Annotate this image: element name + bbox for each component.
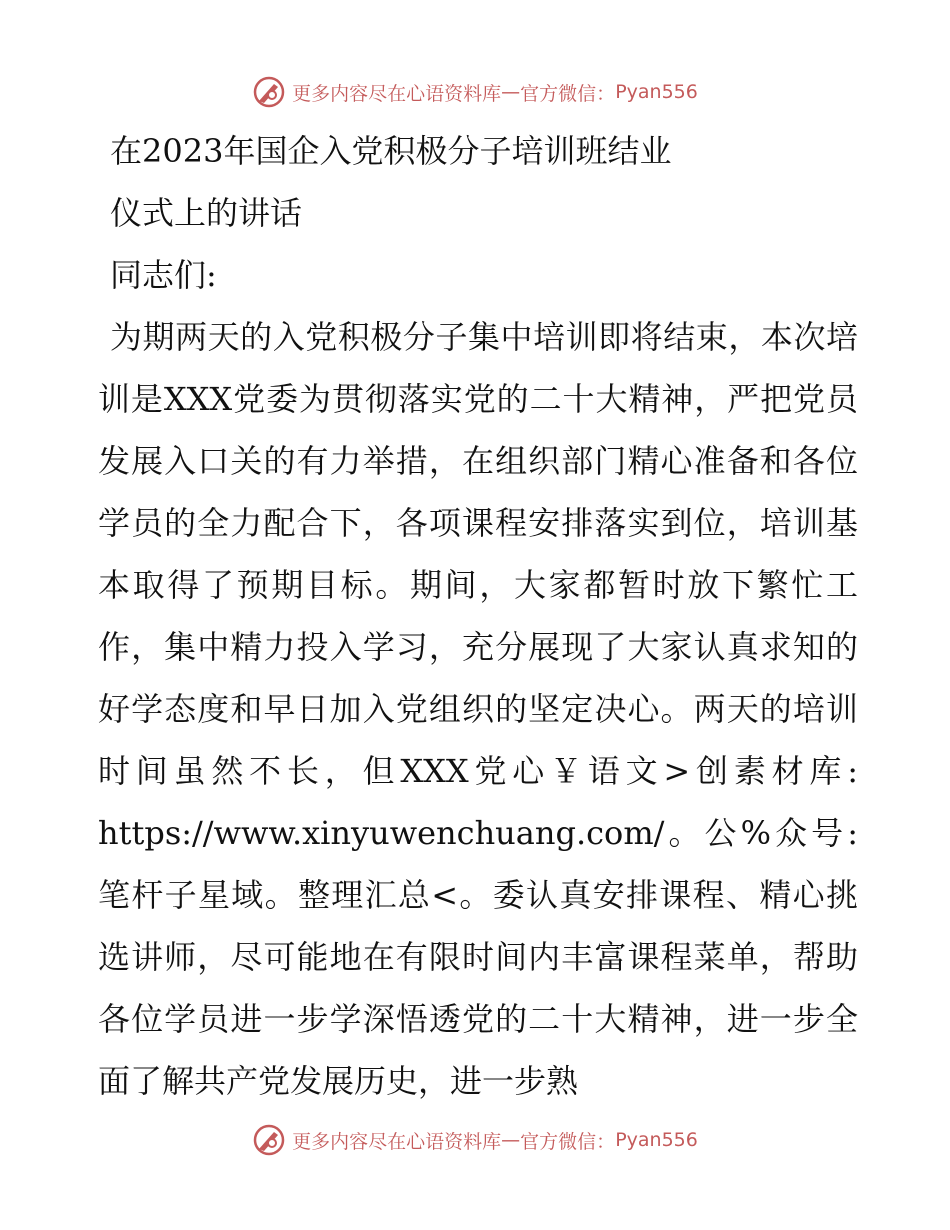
watermark-label: 官方微信： <box>520 1130 616 1153</box>
document-body <box>98 120 858 1112</box>
watermark-main-text: 更多内容尽在心语资料库 <box>292 82 502 105</box>
salutation: 同志们: <box>110 256 217 294</box>
pen-logo-icon <box>252 75 286 109</box>
watermark-label: 官方微信： <box>520 82 616 105</box>
watermark-account: Pyan556 <box>615 81 698 103</box>
watermark-account: Pyan556 <box>615 1129 698 1151</box>
document-title-line-2: 仪式上的讲话 <box>110 194 303 232</box>
body-paragraph: 为期两天的入党积极分子集中培训即将结束，本次培训是XXX党委为贯彻落实党的二十大精神，严把党员发展入口关的有力举措，在组织部门精心准备和各位学员的全力配合下，各项课程安排落实到位，培训基本取得了预期目标。期间，大家都暂时放下繁忙工作，集中精力投入学习，充分展现了大家认真求知的好学态度和早日加入党组织的坚定决心。两天的培训时间虽然不长，但XXX党心￥语文>创素材库: https://www.xinyuwenchuang.com/。公%众号: 笔杆子星域。整理汇总<。委认真安排课程、精心挑选讲师，尽可能地在有限时间内丰富课程菜单，帮助各位学员进一步学深悟透党的二十大精神，进一步全面了解共产党发展历史，进一步熟 <box>98 318 858 1100</box>
watermark-separator: — <box>501 81 521 103</box>
pen-logo-icon <box>252 1123 286 1157</box>
document-title-line-1: 在2023年国企入党积极分子培训班结业 <box>110 132 672 170</box>
footer-watermark <box>0 1120 950 1160</box>
watermark-separator: — <box>501 1129 521 1151</box>
header-watermark <box>0 72 950 112</box>
watermark-main-text: 更多内容尽在心语资料库 <box>292 1130 502 1153</box>
